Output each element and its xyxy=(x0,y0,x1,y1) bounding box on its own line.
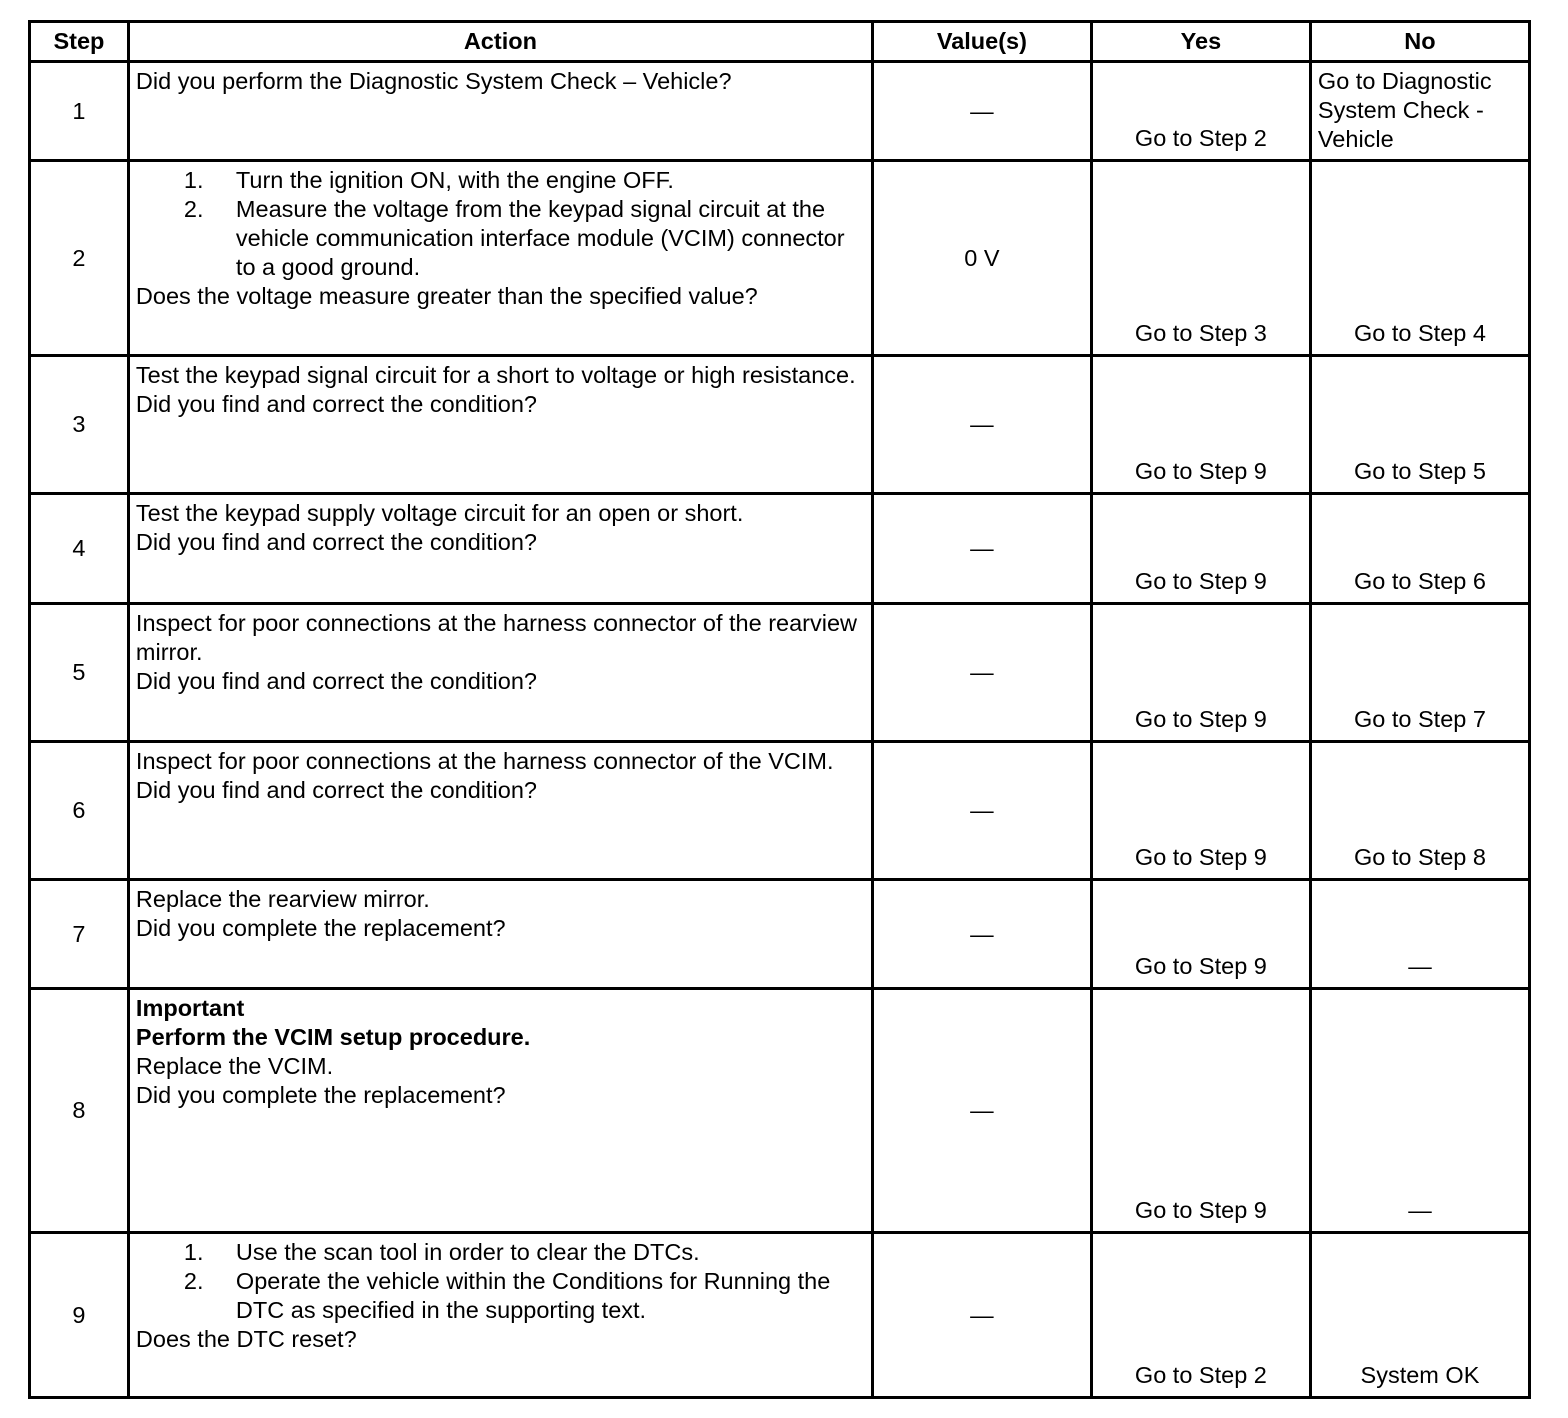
action-text: Replace the VCIM. xyxy=(135,1053,334,1079)
list-item-number: 2. xyxy=(183,196,204,222)
action-question: Did you complete the replacement? xyxy=(135,915,506,941)
list-item-text: Turn the ignition ON, with the engine OFF. xyxy=(235,167,674,193)
table-row xyxy=(30,1233,1530,1398)
action-text: Test the keypad supply voltage circuit for an open or short. xyxy=(135,500,744,526)
no-cell: Go to Step 6 xyxy=(1310,494,1529,604)
list-item-number: 1. xyxy=(183,167,204,193)
action-question: Does the DTC reset? xyxy=(135,1326,357,1352)
step-number: 9 xyxy=(30,1233,129,1398)
list-item xyxy=(136,166,867,195)
yes-cell: Go to Step 2 xyxy=(1091,62,1310,161)
value-cell: — xyxy=(872,742,1091,880)
table-row xyxy=(30,62,1530,161)
table-row xyxy=(30,494,1530,604)
no-cell: Go to Step 5 xyxy=(1310,356,1529,494)
action-cell xyxy=(128,880,872,989)
list-item xyxy=(136,1267,867,1325)
action-cell xyxy=(128,494,872,604)
action-cell xyxy=(128,356,872,494)
list-item-number: 1. xyxy=(183,1239,204,1265)
yes-cell: Go to Step 9 xyxy=(1091,494,1310,604)
action-question: Did you find and correct the condition? xyxy=(135,777,537,803)
step-number: 2 xyxy=(30,161,129,356)
action-text: Test the keypad signal circuit for a short to voltage or high resistance. xyxy=(135,362,856,388)
value-cell: — xyxy=(872,604,1091,742)
action-list xyxy=(136,1238,867,1325)
step-number: 4 xyxy=(30,494,129,604)
no-cell: Go to Diagnostic System Check - Vehicle xyxy=(1310,62,1529,161)
action-cell xyxy=(128,989,872,1233)
header-step: Step xyxy=(30,22,129,62)
table-row xyxy=(30,742,1530,880)
no-cell: Go to Step 4 xyxy=(1310,161,1529,356)
value-cell: — xyxy=(872,494,1091,604)
value-cell: — xyxy=(872,62,1091,161)
list-item xyxy=(136,195,867,282)
action-text: Inspect for poor connections at the harness connector of the VCIM. xyxy=(135,748,834,774)
important-text: Perform the VCIM setup procedure. xyxy=(135,1024,531,1050)
list-item-text: Use the scan tool in order to clear the DTCs. xyxy=(235,1239,700,1265)
action-question: Does the voltage measure greater than the specified value? xyxy=(135,283,758,309)
yes-cell: Go to Step 3 xyxy=(1091,161,1310,356)
table-row xyxy=(30,356,1530,494)
yes-cell: Go to Step 9 xyxy=(1091,880,1310,989)
no-cell: System OK xyxy=(1310,1233,1529,1398)
table-row xyxy=(30,989,1530,1233)
action-cell xyxy=(128,161,872,356)
yes-cell: Go to Step 9 xyxy=(1091,604,1310,742)
value-cell: 0 V xyxy=(872,161,1091,356)
action-question: Did you find and correct the condition? xyxy=(135,668,537,694)
header-row xyxy=(30,22,1530,62)
action-list xyxy=(136,166,867,282)
header-values: Value(s) xyxy=(872,22,1091,62)
step-number: 8 xyxy=(30,989,129,1233)
header-yes: Yes xyxy=(1091,22,1310,62)
yes-cell: Go to Step 9 xyxy=(1091,356,1310,494)
yes-cell: Go to Step 9 xyxy=(1091,742,1310,880)
yes-cell: Go to Step 2 xyxy=(1091,1233,1310,1398)
action-question: Did you complete the replacement? xyxy=(135,1082,506,1108)
yes-cell: Go to Step 9 xyxy=(1091,989,1310,1233)
action-text: Replace the rearview mirror. xyxy=(135,886,430,912)
action-cell xyxy=(128,1233,872,1398)
action-cell xyxy=(128,742,872,880)
header-no: No xyxy=(1310,22,1529,62)
no-cell: — xyxy=(1310,880,1529,989)
no-cell: — xyxy=(1310,989,1529,1233)
value-cell: — xyxy=(872,356,1091,494)
list-item-number: 2. xyxy=(183,1268,204,1294)
step-number: 6 xyxy=(30,742,129,880)
action-cell xyxy=(128,604,872,742)
step-number: 1 xyxy=(30,62,129,161)
list-item-text: Operate the vehicle within the Conditions for Running the DTC as specified in the supporting text. xyxy=(235,1268,831,1323)
action-question: Did you find and correct the condition? xyxy=(135,391,537,417)
list-item-text: Measure the voltage from the keypad signal circuit at the vehicle communication interface module (VCIM) connector to a good ground. xyxy=(235,196,845,280)
step-number: 7 xyxy=(30,880,129,989)
list-item xyxy=(136,1238,867,1267)
action-cell xyxy=(128,62,872,161)
no-cell: Go to Step 8 xyxy=(1310,742,1529,880)
table-row xyxy=(30,161,1530,356)
diagnostic-table xyxy=(28,20,1531,1399)
value-cell: — xyxy=(872,1233,1091,1398)
step-number: 3 xyxy=(30,356,129,494)
no-cell: Go to Step 7 xyxy=(1310,604,1529,742)
action-text: Did you perform the Diagnostic System Check – Vehicle? xyxy=(135,68,732,94)
important-label: Important xyxy=(135,995,245,1021)
action-question: Did you find and correct the condition? xyxy=(135,529,537,555)
action-text: Inspect for poor connections at the harness connector of the rearview mirror. xyxy=(135,610,857,665)
table-row xyxy=(30,604,1530,742)
header-action: Action xyxy=(128,22,872,62)
value-cell: — xyxy=(872,880,1091,989)
value-cell: — xyxy=(872,989,1091,1233)
step-number: 5 xyxy=(30,604,129,742)
table-row xyxy=(30,880,1530,989)
